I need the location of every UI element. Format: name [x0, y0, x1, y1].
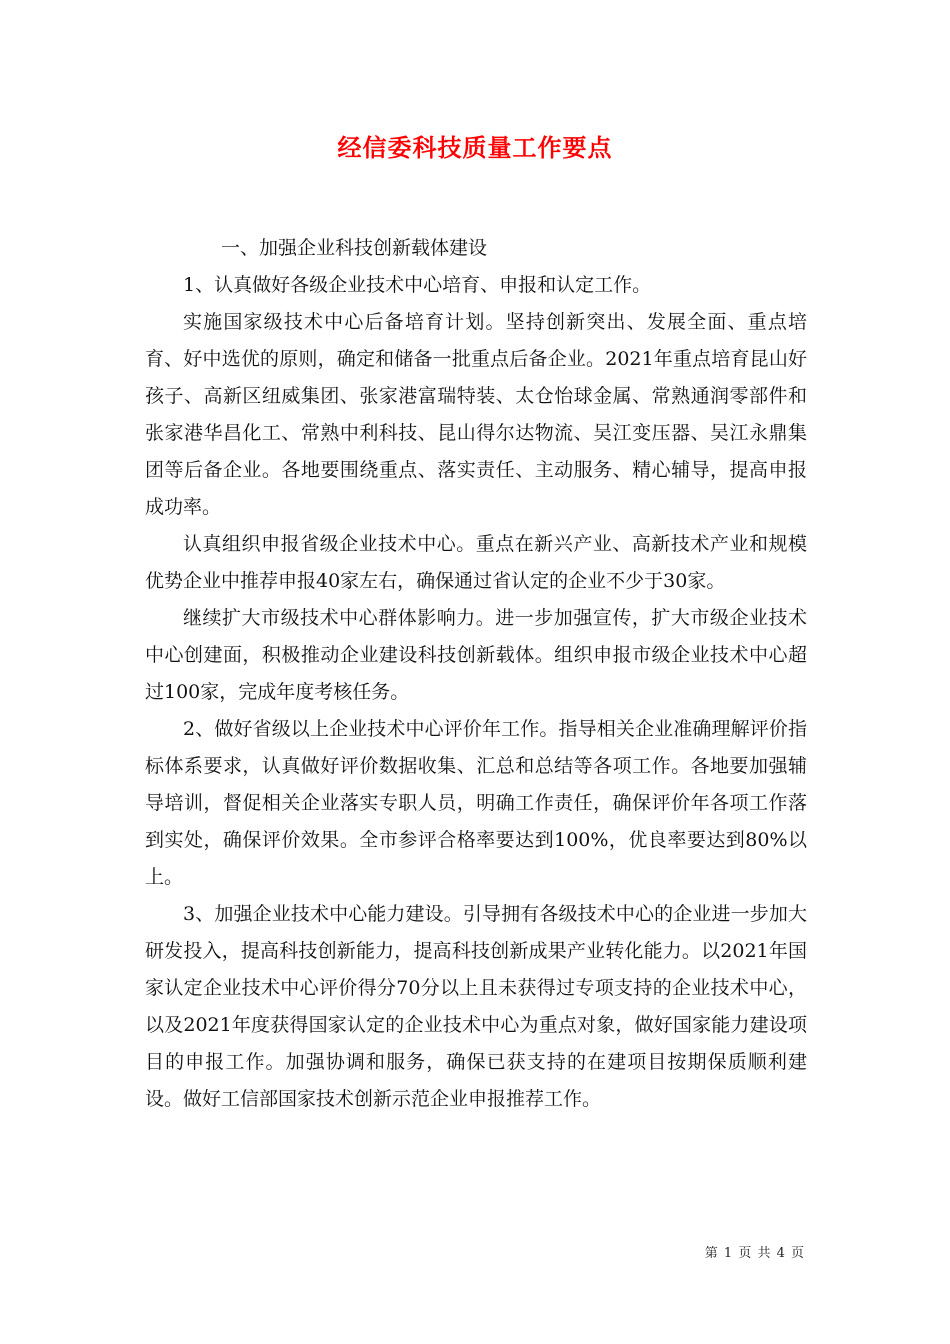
- section-heading: 一、加强企业科技创新载体建设: [221, 237, 488, 259]
- paragraph: 认真组织申报省级企业技术中心。重点在新兴产业、高新技术产业和规模优势企业中推荐申报40家左右，确保通过省认定的企业不少于30家。: [145, 533, 807, 592]
- paragraph: 继续扩大市级技术中心群体影响力。进一步加强宣传，扩大市级企业技术中心创建面，积极推动企业建设科技创新载体。组织申报市级企业技术中心超过100家，完成年度考核任务。: [145, 607, 807, 703]
- paragraph: 1、认真做好各级企业技术中心培育、申报和认定工作。: [183, 274, 652, 296]
- document-body: [145, 230, 807, 1118]
- paragraph: 实施国家级技术中心后备培育计划。坚持创新突出、发展全面、重点培育、好中选优的原则，确定和储备一批重点后备企业。2021年重点培育昆山好孩子、高新区纽威集团、张家港富瑞特装、太仓怡球金属、常熟通润零部件和张家港华昌化工、常熟中利科技、昆山得尔达物流、吴江变压器、吴江永鼎集团等后备企业。各地要围绕重点、落实责任、主动服务、精心辅导，提高申报成功率。: [145, 311, 807, 518]
- paragraph: 3、加强企业技术中心能力建设。引导拥有各级技术中心的企业进一步加大研发投入，提高科技创新能力，提高科技创新成果产业转化能力。以2021年国家认定企业技术中心评价得分70分以上且未获得过专项支持的企业技术中心，以及2021年度获得国家认定的企业技术中心为重点对象，做好国家能力建设项目的申报工作。加强协调和服务，确保已获支持的在建项目按期保质顺利建设。做好工信部国家技术创新示范企业申报推荐工作。: [145, 903, 807, 1110]
- paragraph: 2、做好省级以上企业技术中心评价年工作。指导相关企业准确理解评价指标体系要求，认真做好评价数据收集、汇总和总结等各项工作。各地要加强辅导培训，督促相关企业落实专职人员，明确工作责任，确保评价年各项工作落到实处，确保评价效果。全市参评合格率要达到100%，优良率要达到80%以上。: [145, 718, 807, 888]
- page-number: 第 1 页 共 4 页: [704, 1246, 805, 1261]
- page-title: 经信委科技质量工作要点: [337, 133, 613, 162]
